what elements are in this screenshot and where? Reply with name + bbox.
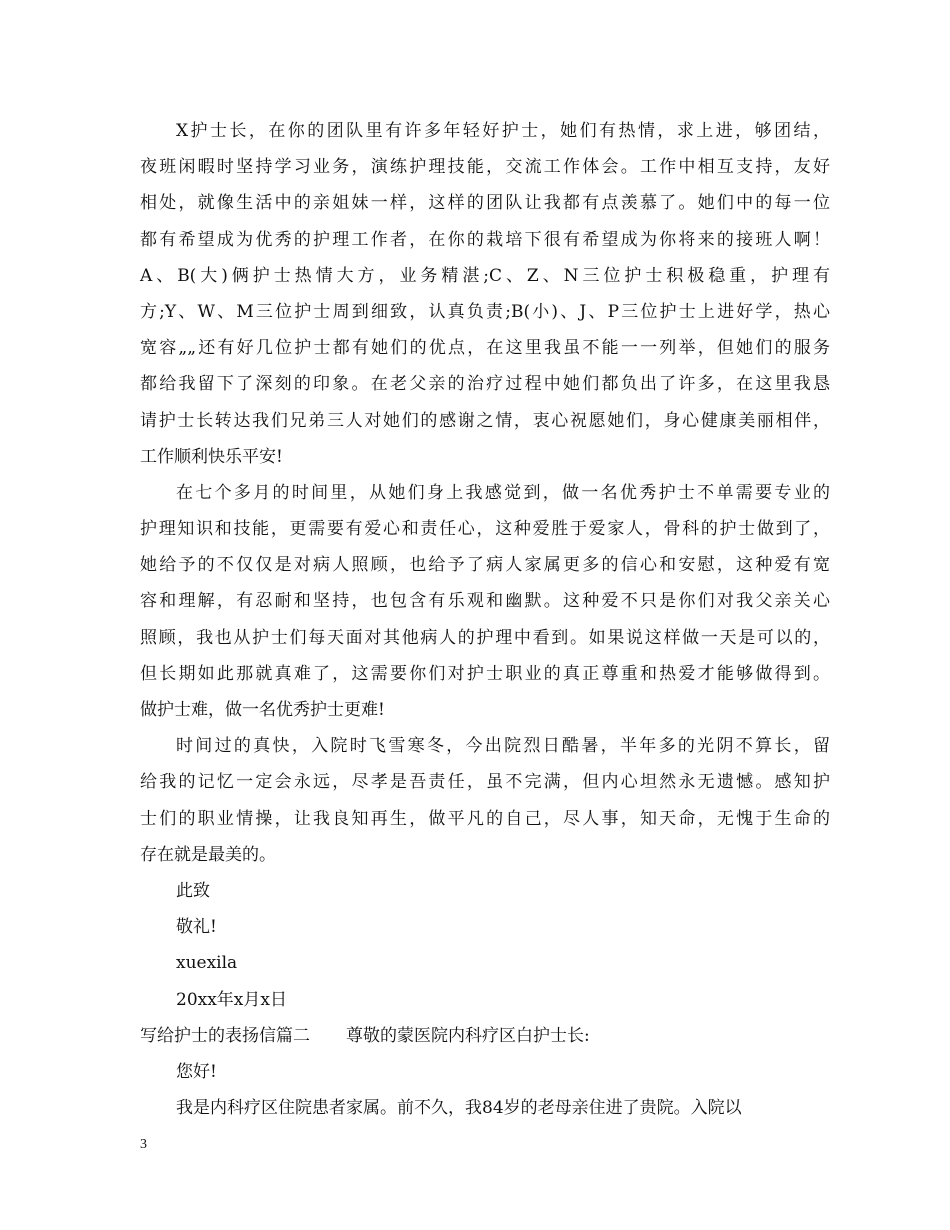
closing-salutation: 此致	[176, 880, 210, 901]
paragraph	[140, 113, 830, 475]
paragraph-line: 相处，就像生活中的亲姐妹一样，这样的团队让我都有点羡慕了。她们中的每一位	[140, 193, 830, 214]
paragraph-line: 在七个多月的时间里，从她们身上我感觉到，做一名优秀护士不单需要专业的	[176, 482, 830, 503]
paragraph-line: 都有希望成为优秀的护理工作者，在你的栽培下很有希望成为你将来的接班人啊！	[140, 229, 830, 250]
letter-date: 20xx年x月x日	[176, 989, 287, 1010]
letter-two-greeting: 您好!	[176, 1061, 217, 1082]
paragraph-line: 工作顺利快乐平安!	[140, 446, 283, 467]
paragraph-line: 照顾，我也从护士们每天面对其他病人的护理中看到。如果说这样做一天是可以的，	[140, 627, 830, 648]
letter-two-addressee: 尊敬的蒙医院内科疗区白护士长:	[346, 1025, 590, 1046]
paragraphs	[140, 113, 830, 873]
signature: xuexila	[176, 953, 238, 974]
paragraph-line: 方;Y、W、M三位护士周到细致，认真负责;B(小)、J、P三位护士上进好学，热心	[140, 301, 830, 322]
paragraph	[140, 728, 830, 873]
paragraph-line: 士们的职业情操，让我良知再生，做平凡的自己，尽人事，知天命，无愧于生命的	[140, 808, 830, 829]
paragraph-line: 做护士难，做一名优秀护士更难!	[140, 700, 385, 720]
letter-two-heading: 写给护士的表扬信篇二	[140, 1025, 310, 1046]
paragraph-line: 宽容„„还有好几位护士都有她们的优点，在这里我虽不能一一列举，但她们的服务	[140, 338, 830, 359]
paragraph-line: 容和理解，有忍耐和坚持，也包含有乐观和幽默。这种爱不只是你们对我父亲关心	[140, 591, 830, 612]
paragraph-line: X护士长，在你的团队里有许多年轻好护士，她们有热情，求上进，够团结，	[176, 121, 830, 141]
page-number: 3	[140, 1137, 147, 1152]
heading-gap	[310, 1018, 346, 1054]
paragraph-line: 存在就是最美的。	[140, 844, 276, 865]
paragraph-line: 时间过的真快，入院时飞雪寒冬，今出院烈日酷暑，半年多的光阴不算长，留	[176, 736, 830, 757]
paragraph-line: 夜班闲暇时坚持学习业务，演练护理技能，交流工作体会。工作中相互支持，友好	[140, 157, 830, 178]
paragraph	[140, 475, 830, 728]
paragraph-line: 护理知识和技能，更需要有爱心和责任心，这种爱胜于爱家人，骨科的护士做到了，	[140, 519, 830, 540]
letter-two-heading-line	[140, 1018, 830, 1054]
paragraph-line: A、B(大)俩护士热情大方，业务精湛;C、Z、N三位护士积极稳重，护理有	[140, 265, 830, 286]
paragraph-line: 给我的记忆一定会永远，尽孝是吾责任，虽不完满，但内心坦然永无遗憾。感知护	[140, 772, 830, 793]
paragraph-line: 她给予的不仅仅是对病人照顾，也给予了病人家属更多的信心和安慰，这种爱有宽	[140, 555, 830, 576]
letter-body	[140, 113, 830, 1126]
paragraph-line: 但长期如此那就真难了，这需要你们对护士职业的真正尊重和热爱才能够做得到。	[140, 663, 830, 684]
letter-two-first-line: 我是内科疗区住院患者家属。前不久，我84岁的老母亲住进了贵院。入院以	[176, 1098, 742, 1119]
paragraph-line: 都给我留下了深刻的印象。在老父亲的治疗过程中她们都负出了许多，在这里我恳	[140, 374, 830, 395]
paragraph-line: 请护士长转达我们兄弟三人对她们的感谢之情，衷心祝愿她们，身心健康美丽相伴，	[140, 410, 830, 431]
closing-regards: 敬礼!	[176, 917, 217, 938]
